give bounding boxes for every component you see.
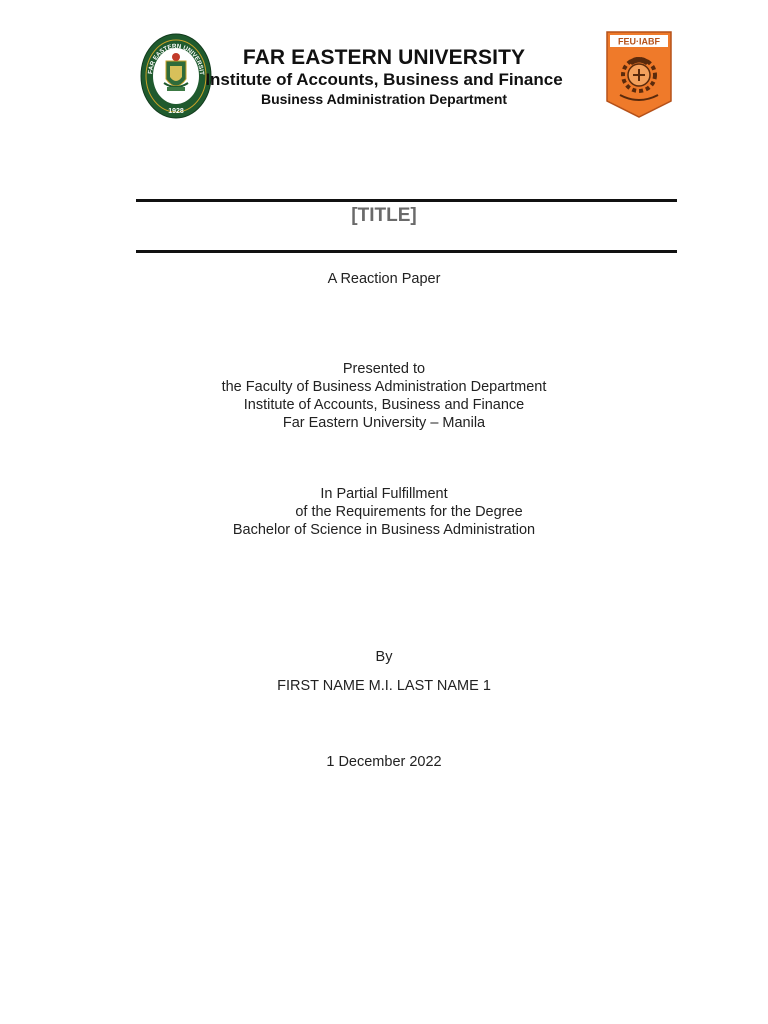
paper-title: [TITLE] — [351, 205, 417, 226]
presented-line-2: the Faculty of Business Administration Department — [221, 379, 547, 395]
presented-line-3: Institute of Accounts, Business and Finance — [243, 397, 525, 413]
iabf-label: FEU·IABF — [618, 36, 660, 47]
presented-line-1: Presented to — [342, 361, 426, 377]
presented-to-block — [0, 360, 768, 432]
feu-iabf-logo-icon — [606, 31, 672, 119]
paper-type: A Reaction Paper — [327, 271, 441, 287]
university-name: FAR EASTERN UNIVERSITY — [242, 46, 526, 69]
fulfillment-line-3: Bachelor of Science in Business Administration — [232, 522, 536, 538]
title-rule-top — [136, 199, 677, 202]
title-rule-bottom — [136, 250, 677, 253]
institute-name: Institute of Accounts, Business and Finance — [205, 70, 563, 89]
fulfillment-line-1: In Partial Fulfillment — [320, 486, 448, 502]
fulfillment-block — [0, 485, 768, 539]
department-name: Business Administration Department — [260, 91, 508, 107]
submission-date: 1 December 2022 — [326, 754, 442, 770]
svg-text:FAR EASTERN UNIVERSITY: FAR EASTERN UNIVERSIT — [147, 42, 206, 76]
seal-year: 1928 — [168, 108, 184, 115]
author-name: FIRST NAME M.I. LAST NAME 1 — [277, 678, 491, 694]
presented-line-4: Far Eastern University – Manila — [282, 415, 486, 431]
by-label: By — [375, 649, 393, 665]
fulfillment-line-2: of the Requirements for the Degree — [295, 504, 523, 520]
